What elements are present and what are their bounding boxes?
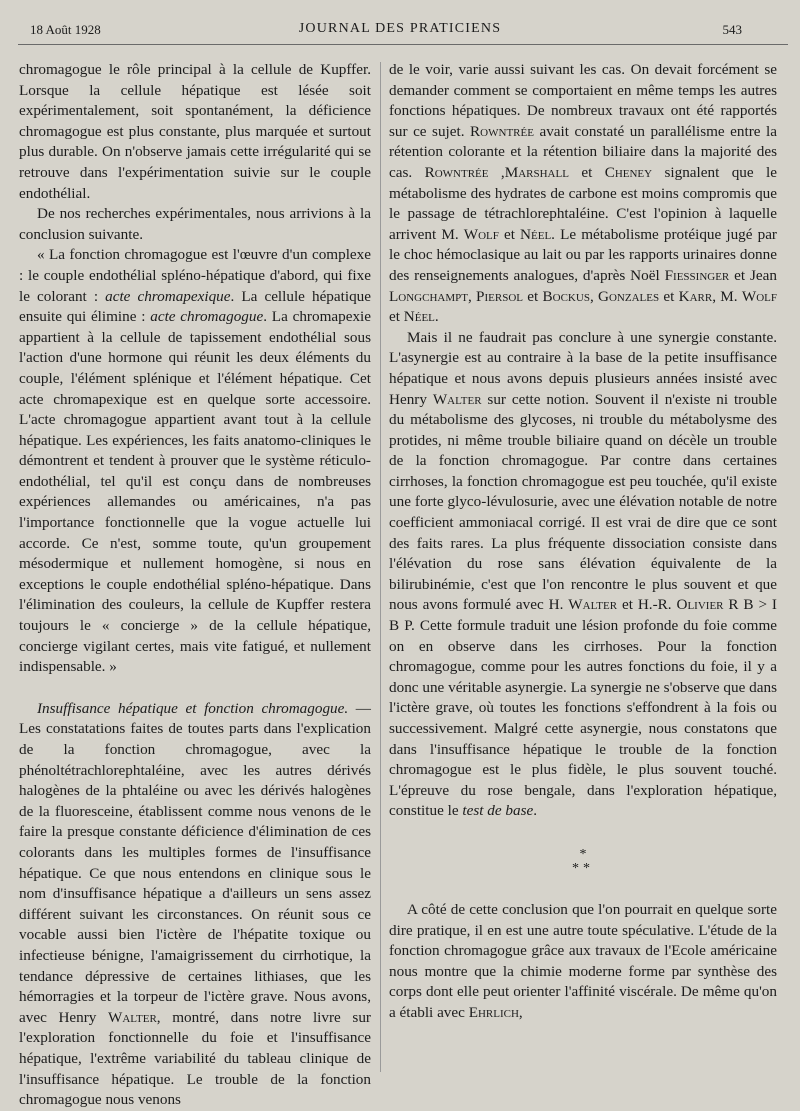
left-column bbox=[19, 60, 371, 1111]
italic-text: test de base bbox=[462, 802, 534, 820]
text-run: , bbox=[518, 1003, 523, 1021]
page-header bbox=[0, 16, 800, 40]
author-name: Walter bbox=[108, 1008, 157, 1026]
text-run: De nos recherches expérimentales, nous arrivions à la conclusion suivante. bbox=[19, 205, 371, 243]
author-name: Marshall bbox=[504, 163, 569, 181]
author-name: Bockus bbox=[542, 287, 590, 305]
text-run: , M. bbox=[712, 287, 742, 305]
author-name: Longchampt bbox=[389, 287, 468, 305]
author-name: Néel bbox=[403, 308, 435, 326]
asterism-top: * bbox=[579, 846, 587, 862]
right-column bbox=[389, 60, 777, 1024]
text-run: avait constaté un parallélisme entre la rétention colorante et la rétention biliaire dans la majorité des cas. bbox=[389, 122, 777, 181]
text-run: R B > I B P. Cette formule traduit une lésion profonde du foie comme on en observe dans les cirrhoses. Pour la fonction chromagogue, comme pour les autres fonctions du foie, il y a donc une véritable asynergie. La synergie ne s'observe que dans l'ictère grave, où toutes les fonctions s'effondrent à la fois ou successivement. Malgré cette asynergie, nous constatons que dans l'insuffisance hépatique le trouble de la fonction chromagogue est le plus fidèle, le plus souvent touché. L'épreuve du rose bengale, dans l'exploration hépatique, constitue le bbox=[389, 596, 777, 820]
italic-text: acte chromapexique bbox=[105, 287, 231, 305]
author-name: Fiessinger bbox=[664, 266, 730, 284]
text-run: . Le métabolisme protéique jugé par le choc hémoclasique au lait ou par les rapports urinaires donne des renseignements analogues, d'après Noël bbox=[389, 225, 777, 284]
paragraph bbox=[389, 900, 777, 1024]
quote-paragraph bbox=[19, 245, 371, 677]
text-run: et bbox=[659, 287, 679, 305]
author-name: Rowntrée bbox=[470, 122, 534, 140]
author-name: Piersol bbox=[476, 287, 523, 305]
paragraph-gap bbox=[19, 678, 371, 699]
text-run: et H.-R. bbox=[617, 596, 677, 614]
text-run: chromagogue le rôle principal à la cellule de Kupffer. Lorsque la cellule hépatique est lésée soit expérimentalement, soit spontanément, la déficience chromagogue est plus constante, plus marquée et surtout plus durable. On n'observe jamais cette irrégularité qui se retrouve dans l'expérimentation suivie sur le couple endothélial. bbox=[19, 61, 371, 202]
section-separator-asterism bbox=[389, 848, 777, 876]
section-paragraph bbox=[19, 699, 371, 1111]
paragraph bbox=[19, 204, 371, 245]
author-name: Walter bbox=[568, 596, 618, 614]
text-run: , bbox=[467, 287, 477, 305]
text-run: et Jean bbox=[729, 266, 777, 284]
author-name: Wolf bbox=[741, 287, 778, 305]
journal-title: JOURNAL DES PRATICIENS bbox=[298, 21, 502, 36]
paragraph bbox=[389, 328, 777, 822]
author-name: Cheney bbox=[604, 163, 653, 181]
paragraph bbox=[389, 60, 777, 328]
text-run: . La chromapexie appartient à la cellule de tapissement endothélial sous l'action d'une hormone qui réunit les deux éléments du couple, l'élément splénique et l'élément hépatique. Cet acte chromapexique est en quelque sorte accessoire. L'acte chromagogue appartient avant tout à la cellule hépatique. Les expériences, les faits anatomo-cliniques le démontrent et tendent à prouver que le système réticulo-endothélial, tel qu'il est conçu dans de nombreuses expériences allemandes ou américaines, n'a pas l'importance fonctionnelle que la vogue actuelle lui accorde. Ce n'est, somme toute, qu'un groupement mésodermique et nullement homogène, si nous en exceptions le couple endothélial spléno-hépatique. Dans l'élimination des couleurs, la cellule de Kupffer restera toujours le « concierge » de la cellule hépatique, concierge vigilant certes, mais vite fatigué, et nullement indispensable. » bbox=[19, 308, 372, 676]
italic-text: Insuffisance hépatique et fonction chromagogue. bbox=[37, 699, 349, 717]
text-run: . La cellule hépatique ensuite qui élimine : bbox=[19, 287, 372, 326]
author-name: Rowntrée bbox=[424, 163, 489, 181]
text-run: Mais il ne faudrait pas conclure à une synergie constante. L'asynergie est au contraire à la base de la petite insuffisance hépatique et nous avons depuis plusieurs années insisté avec Henry bbox=[389, 328, 777, 408]
issue-date: 18 Août 1928 bbox=[30, 22, 101, 37]
text-run: et bbox=[522, 287, 543, 305]
author-name: Walter bbox=[432, 390, 482, 408]
text-run: de le voir, varie aussi suivant les cas. On devait forcément se demander comment se comportaient en même temps les autres fonctions hépatiques. De nombreux travaux ont été rapportés sur ce sujet. bbox=[389, 61, 777, 140]
text-run: signalent que le métabolisme des hydrates de carbone est moins compromis que le passage de tétrachlorephtaléine. C'est l'opinion à laquelle arrivent M. bbox=[389, 163, 777, 243]
author-name: Gonzales bbox=[598, 287, 660, 305]
author-name: Ehrlich bbox=[468, 1003, 519, 1021]
text-run: et bbox=[498, 225, 521, 243]
author-name: Olivier bbox=[676, 596, 724, 614]
text-run: , bbox=[488, 163, 505, 181]
italic-text: acte chromagogue bbox=[150, 308, 264, 326]
author-name: Karr bbox=[678, 287, 713, 305]
header-rule bbox=[18, 44, 788, 45]
author-name: Néel bbox=[520, 225, 552, 243]
asterism-bottom: ** bbox=[572, 860, 594, 876]
text-run: et bbox=[389, 308, 404, 326]
text-run: — Les constatations faites de toutes parts dans l'explication de la fonction chromagogue, avec la phénoltétrachlorephtaléine, avec les autres dérivés halogènes de la phtaléine ou avec les dérivés halogènes de la fluoresceine, établissent comme nous venons de le faire la presque constante déficience d'élimination de ces colorants dans les multiples formes de l'insuffisance hépatique. Ce que nous entendons en clinique sous le nom d'insuffisance hépatique a d'ailleurs un sens assez différent suivant les circonstances. On réunit sous ce vocable aussi bien l'ictère de l'hépatite toxique ou infectieuse bénigne, l'amaigrissement du cirrhotique, la tendance dépressive de certaines lithiases, que les hémorragies et la torpeur de l'ictère grave. Nous avons, avec Henry bbox=[19, 699, 371, 1026]
author-name: Wolf bbox=[463, 225, 499, 243]
page-number: 543 bbox=[722, 22, 742, 37]
text-run: sur cette notion. Souvent il n'existe ni trouble du métabolisme des glycoses, ni trouble du métabolysme des protides, ni même trouble biliaire quand on décèle un trouble de la fonction chromagogue. Par contre dans certaines cirrhoses, la fonction chromagogue est peu touchée, qu'il existe une forte glyco-lévulosurie, avec une élévation notable de notre coefficient ammoniacal corrigé. Il est vrai de dire que ce sont des faits rares. La plus fréquente dissociation consiste dans l'élévation du rose sans élévation équivalente de la bilirubinémie, c'est que l'on rencontre le plus souvent et que nous avons formulé avec H. bbox=[389, 390, 777, 614]
text-run: « La fonction chromagogue est l'œuvre d'un complexe : le couple endothélial spléno-hépatique d'abord, qui fixe le colorant : bbox=[19, 246, 371, 305]
text-run: A côté de cette conclusion que l'on pourrait en quelque sorte dire pratique, il en est une autre toute spéculative. L'étude de la fonction chromagogue grâce aux travaux de l'Ecole américaine nous montre que la chimie moderne forme par synthèse des corps dont elle peut orienter l'affinité viscérale. De même qu'on a établi avec bbox=[389, 900, 777, 1021]
column-divider bbox=[380, 62, 381, 1072]
text-run: , montré, dans notre livre sur l'exploration fonctionnelle du foie et l'insuffisance hépatique, l'extrême variabilité du tableau clinique de l'insuffisance hépatique. Le trouble de la fonction chromagogue nous venons bbox=[19, 1008, 371, 1109]
text-run: . bbox=[434, 308, 439, 326]
text-run: . bbox=[533, 802, 538, 820]
paragraph bbox=[19, 60, 371, 204]
text-run: et bbox=[568, 163, 605, 181]
text-run: , bbox=[589, 287, 599, 305]
